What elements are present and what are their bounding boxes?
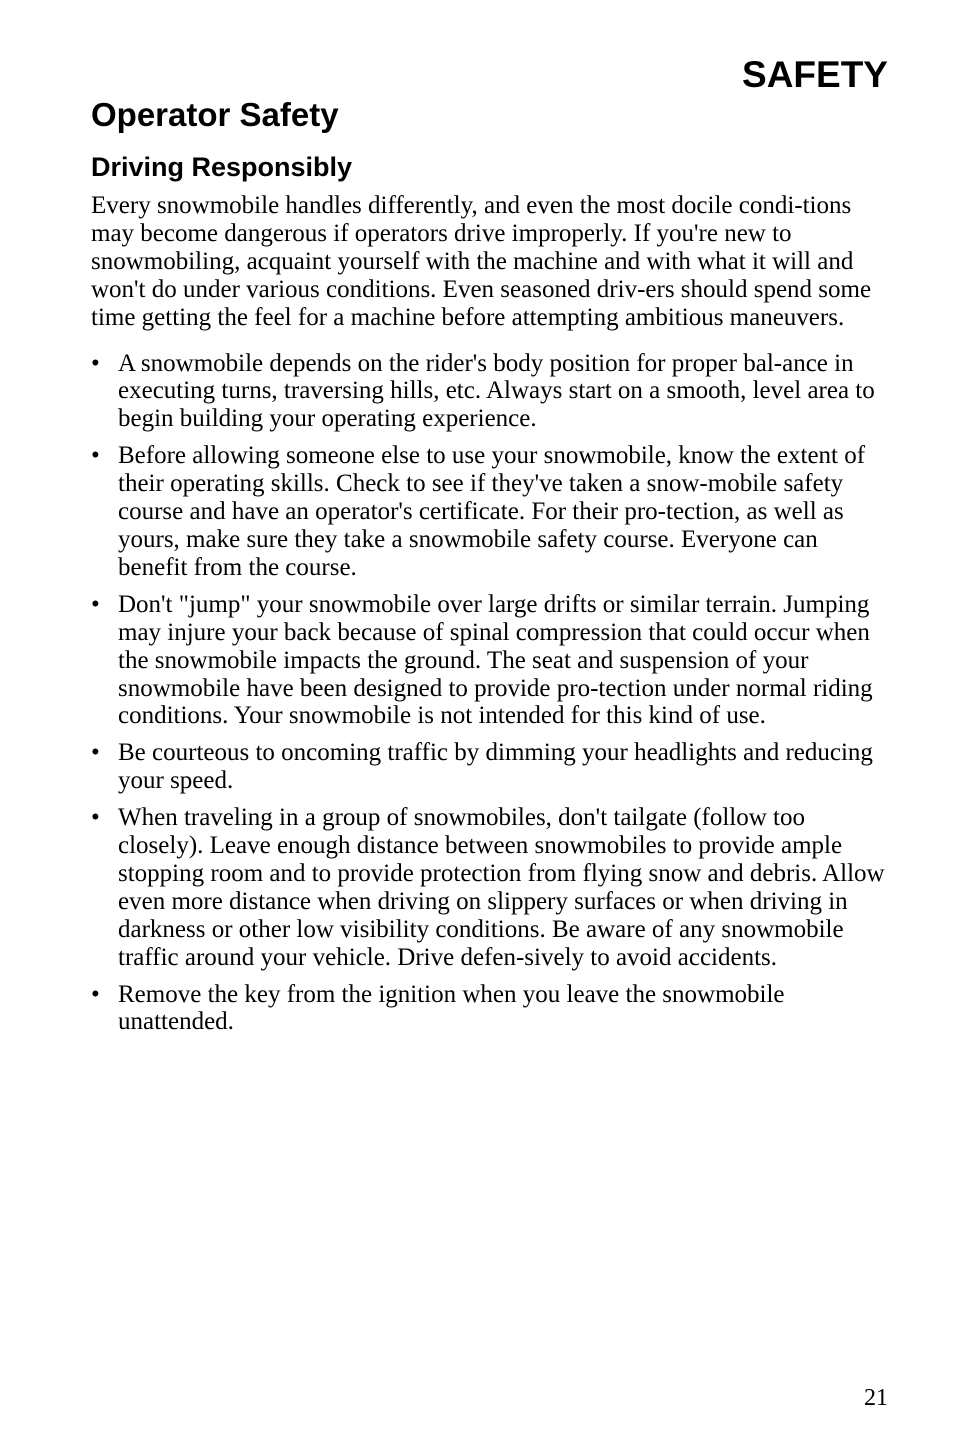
section-header: SAFETY bbox=[742, 54, 888, 95]
page-title: Operator Safety bbox=[91, 96, 339, 133]
bullet-item bbox=[91, 981, 891, 1037]
bullet-text: Don't "jump" your snowmobile over large drifts or similar terrain. Jumping may injure your back because of spinal compression that could occur when the snowmobile impacts the ground. The seat and suspension of your snowmobile have been designed to provide pro-tection under normal riding conditions. Your snowmobile is not intended for this kind of use. bbox=[118, 590, 873, 730]
bullet-dot-icon: • bbox=[91, 590, 100, 618]
bullet-text: Remove the key from the ignition when you leave the snowmobile unattended. bbox=[118, 980, 785, 1036]
page-content bbox=[91, 94, 891, 1045]
bullet-dot-icon: • bbox=[91, 349, 100, 377]
page-number: 21 bbox=[864, 1385, 888, 1411]
bullet-item bbox=[91, 350, 891, 434]
bullet-item bbox=[91, 804, 891, 971]
bullet-text: A snowmobile depends on the rider's body position for proper bal-ance in executing turns, traversing hills, etc. Always start on a smooth, level area to begin building your operating experience. bbox=[118, 349, 875, 433]
bullet-text: When traveling in a group of snowmobiles, don't tailgate (follow too closely). Leave enough distance between snowmobiles to provide ample stopping room and to provide protection from flying snow and debris. Allow even more distance when driving on slippery surfaces or when driving in darkness or other low visibility conditions. Be aware of any snowmobile traffic around your vehicle. Drive defen-sively to avoid accidents. bbox=[118, 804, 885, 971]
bullet-dot-icon: • bbox=[91, 804, 100, 832]
bullet-dot-icon: • bbox=[91, 442, 100, 470]
bullet-item bbox=[91, 739, 891, 795]
bullet-text: Be courteous to oncoming traffic by dimming your headlights and reducing your speed. bbox=[118, 739, 873, 795]
intro-paragraph: Every snowmobile handles differently, and even the most docile condi-tions may become dangerous if operators drive improperly. If you're new to snowmobiling, acquaint yourself with the machine and with what it will and won't do under various conditions. Even seasoned driv-ers should spend some time getting the feel for a machine before attempting ambitious maneuvers. bbox=[91, 192, 872, 331]
bullet-dot-icon: • bbox=[91, 739, 100, 767]
safety-bullet-list bbox=[91, 350, 891, 1037]
bullet-item bbox=[91, 591, 891, 731]
bullet-dot-icon: • bbox=[91, 980, 100, 1008]
section-subtitle: Driving Responsibly bbox=[91, 152, 353, 182]
bullet-text: Before allowing someone else to use your snowmobile, know the extent of their operating skills. Check to see if they've taken a snow-mobile safety course and have an operator's certificate. For their pro-tection, as well as yours, make sure they take a snowmobile safety course. Everyone can benefit from the course. bbox=[118, 442, 866, 581]
bullet-item bbox=[91, 442, 891, 582]
